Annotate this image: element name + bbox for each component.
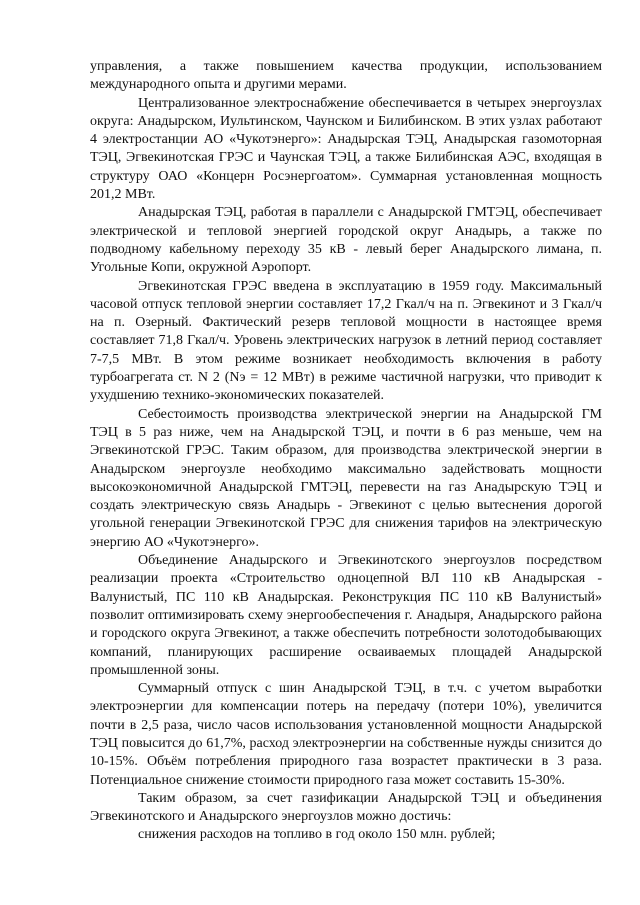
paragraph-cost: Себестоимость производства электрической энергии на Анадырской ГМ ТЭЦ в 5 раз ниже, чем на Анадырской ТЭЦ, и почти в 6 раз меньше, чем на Эгвекинотской ГРЭС. Таким образом, для производства электрической энергии в Анадырском энергоузле необходимо максимально задействовать мощности высокоэкономичной Анадырской ГМТЭЦ, перевести на газ Анадырскую ТЭЦ и создать электрическую связь Анадырь - Эгвекинот с целью вытеснения дорогой угольной генерации Эгвекинотской ГРЭС для снижения тарифов на электрическую энергию АО «Чукотэнерго».: [90, 406, 602, 550]
document-page: [90, 58, 602, 845]
paragraph-continuation: управления, а также повышением качества продукции, использованием международного опыта и другими мерами.: [90, 59, 602, 93]
paragraph-unification: Объединение Анадырского и Эгвекинотского энергоузлов посредством реализации проекта «Строительство одноцепной ВЛ 110 кВ Анадырская - Валунистый, ПС 110 кВ Анадырская. Реконструкция ПС 110 кВ Валунистый» позволит оптимизировать схему энергообеспечения г. Анадыря, Анадырского района и городского округа Эгвекинот, а также обеспечить потребности золотодобывающих компаний, планирующих расширение осваиваемых площадей Анадырской промышленной зоны.: [90, 553, 602, 678]
list-item: снижения расходов на топливо в год около 150 млн. рублей;: [138, 827, 496, 843]
paragraph-conclusion: Таким образом, за счет газификации Анадырской ТЭЦ и объединения Эгвекинотского и Анадырского энергоузлов можно достичь:: [90, 790, 602, 825]
paragraph-power-supply: Централизованное электроснабжение обеспечивается в четырех энергоузлах округа: Анадырском, Иультинском, Чаунском и Билибинском. В этих узлах работают 4 электростанции АО «Чукотэнерго»: Анадырская ТЭЦ, Анадырская газомоторная ТЭЦ, Эгвекинотская ГРЭС и Чаунская ТЭЦ, а также Билибинская АЭС, входящая в структуру ОАО «Концерн Росэнергоатом». Суммарная установленная мощность 201,2 МВт.: [90, 95, 602, 203]
paragraph-total-output: Суммарный отпуск с шин Анадырской ТЭЦ, в т.ч. с учетом выработки электроэнергии для компенсации потерь на передачу (потери 10%), увеличится почти в 2,5 раза, число часов использования установленной мощности Анадырской ТЭЦ повысится до 61,7%, расход электроэнергии на собственные нужды снизится до 10-15%. Объём потребления природного газа возрастет практически в 3 раза. Потенциальное снижение стоимости природного газа может составить 15-30%.: [90, 681, 602, 788]
paragraph-anadyr-tec: Анадырская ТЭЦ, работая в параллели с Анадырской ГМТЭЦ, обеспечивает электрической и тепловой энергией городской округ Анадырь, а также по подводному кабельному переходу 35 кВ - левый берег Анадырского лимана, п. Угольные Копи, окружной Аэропорт.: [90, 205, 602, 276]
paragraph-egvekinot-gres: Эгвекинотская ГРЭС введена в эксплуатацию в 1959 году. Максимальный часовой отпуск тепловой энергии составляет 17,2 Гкал/ч на п. Эгвекинот и 3 Гкал/ч на п. Озерный. Фактический резерв тепловой мощности в настоящее время составляет 71,8 Гкал/ч. Уровень электрических нагрузок в летний период составляет 7-7,5 МВт. В этом режиме возникает необходимость включения в работу турбоагрегата ст. N 2 (Nэ = 12 МВт) в режиме частичной нагрузки, что приводит к ухудшению технико-экономических показателей.: [90, 278, 602, 404]
